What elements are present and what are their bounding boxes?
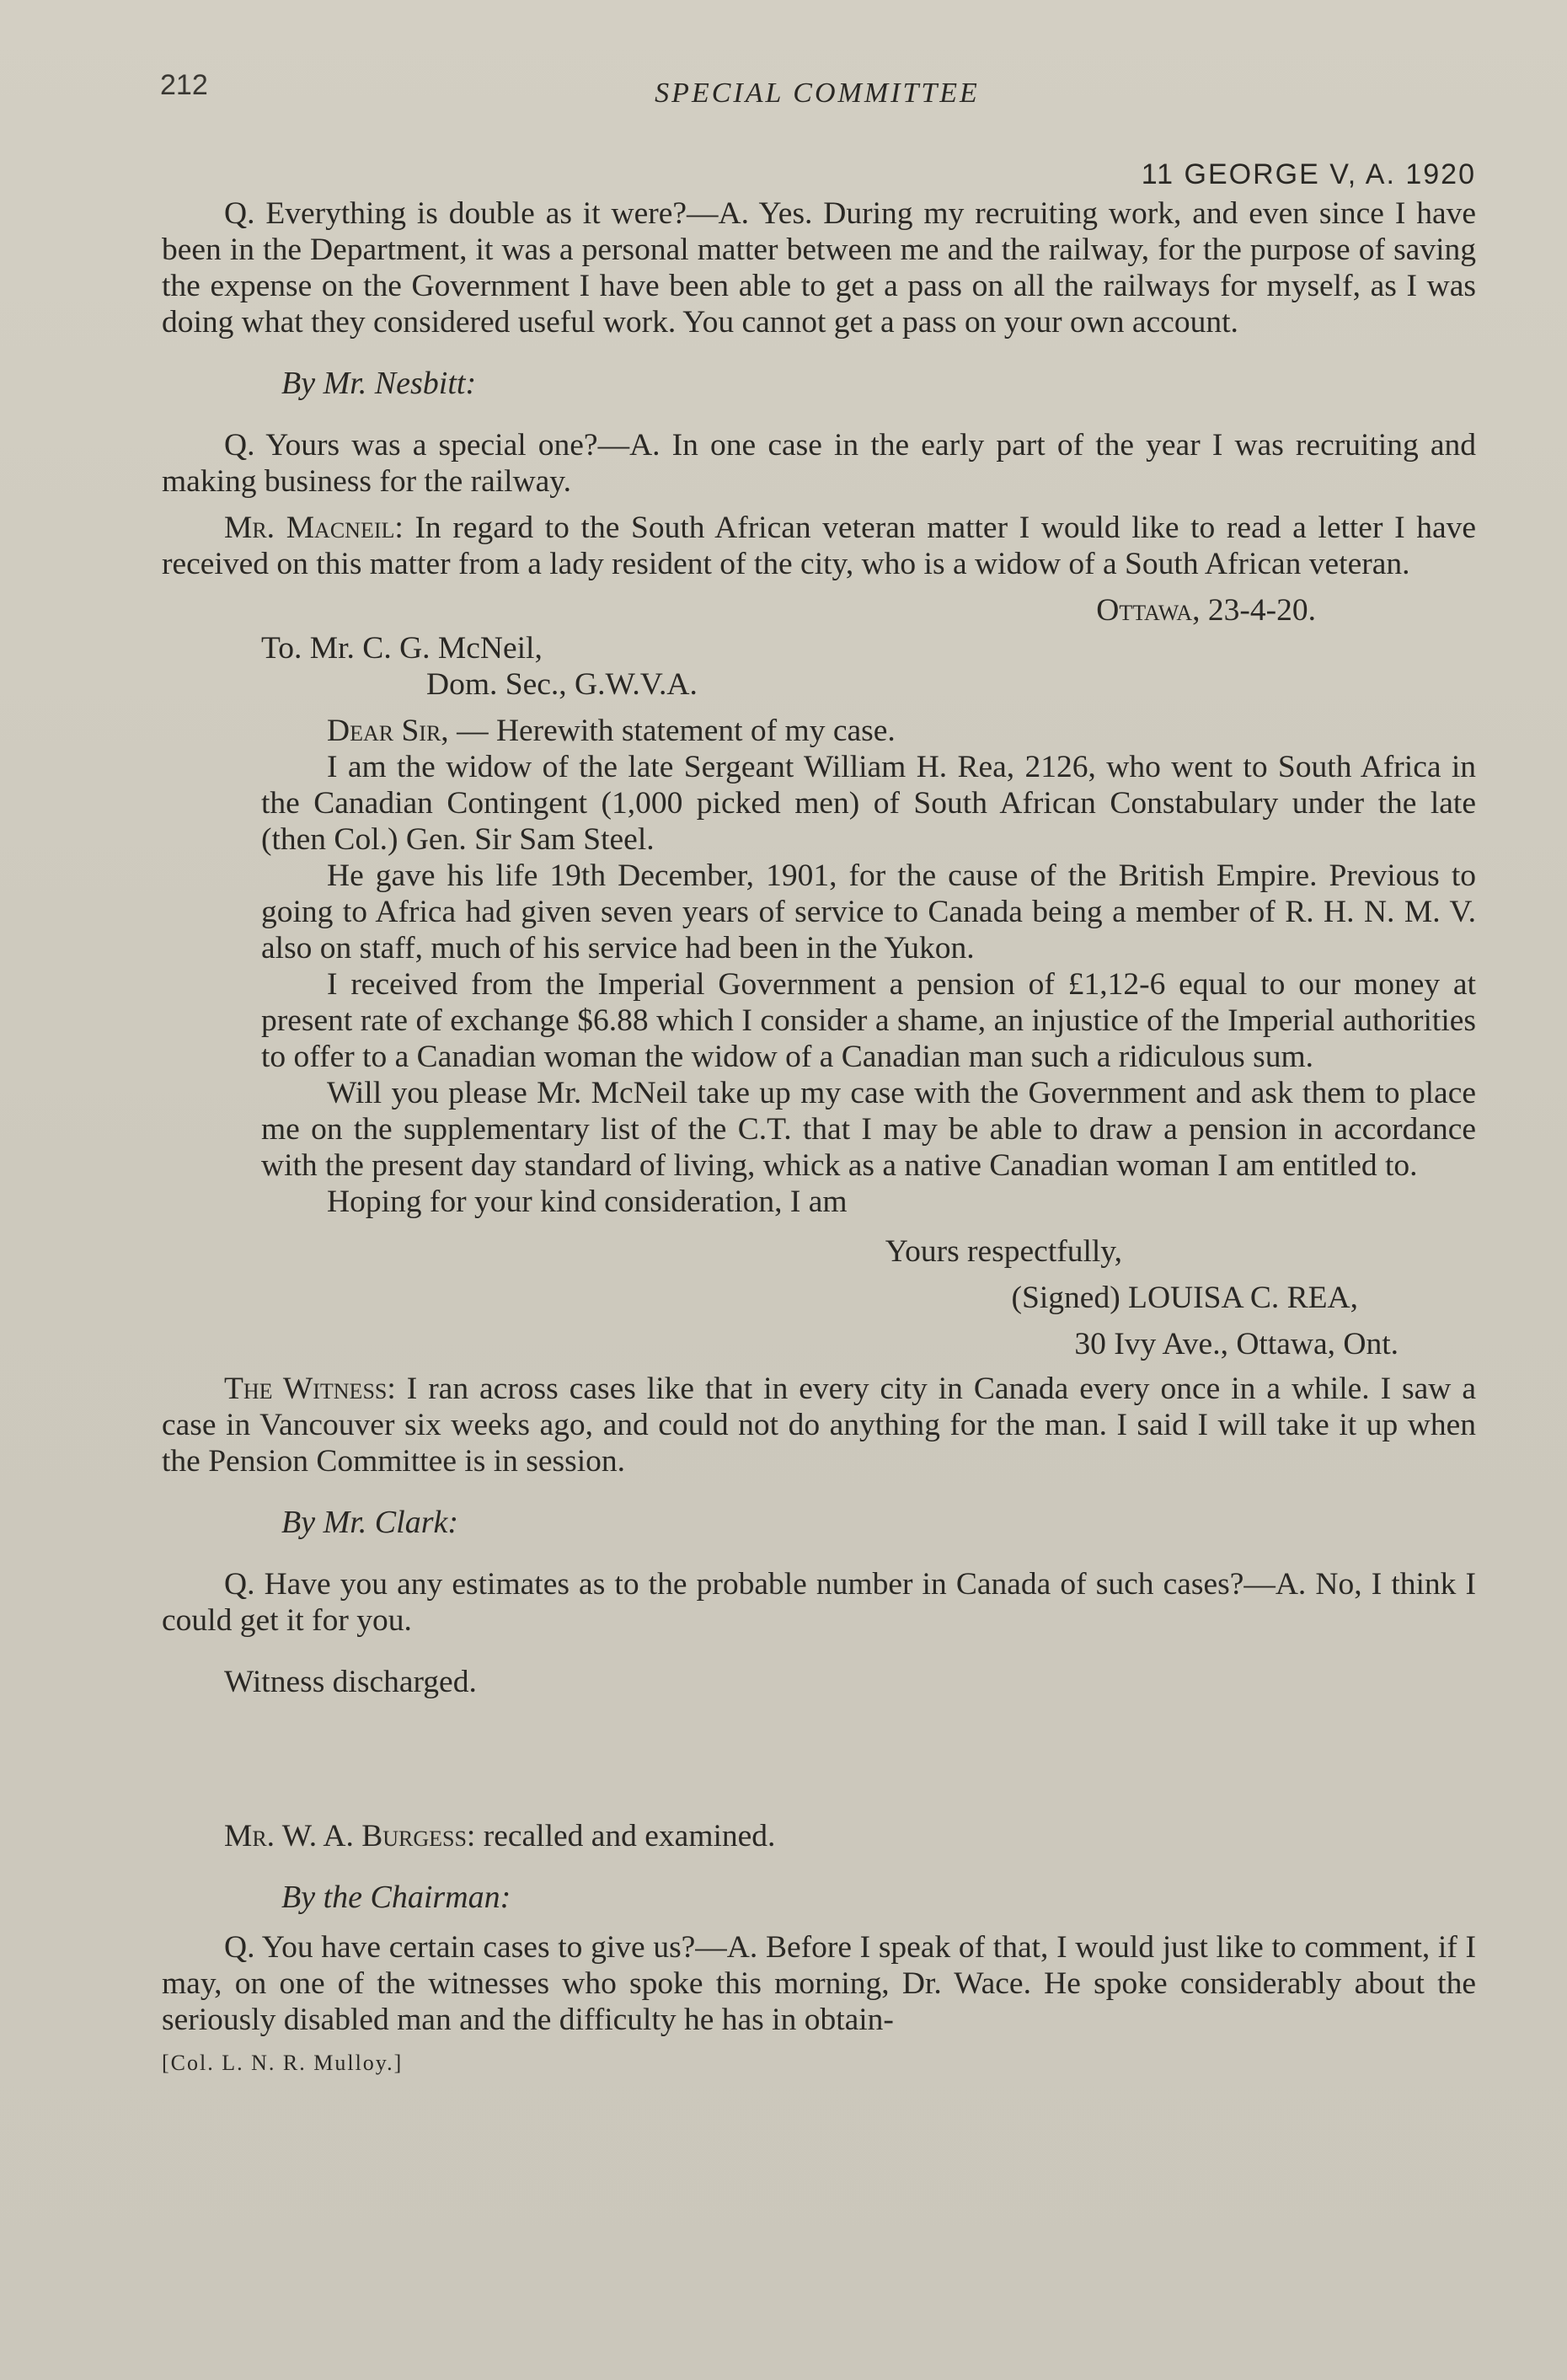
- letter-addressee-title: Dom. Sec., G.W.V.A.: [426, 667, 698, 702]
- letter-block: [261, 630, 1476, 1362]
- speaker-macneil: Mr. Macneil:: [224, 511, 404, 545]
- page-body: [162, 195, 1476, 2081]
- examiner-heading-nesbitt: By Mr. Nesbitt:: [281, 366, 477, 401]
- letter-date: [162, 592, 1316, 628]
- paragraph-clark-question: Q. Have you any estimates as to the probable number in Canada of such cases?—A. No, I think I could get it for you.: [162, 1567, 1476, 1638]
- letter-paragraph: Hoping for your kind consideration, I am: [327, 1185, 848, 1219]
- session-reference: 11 GEORGE V, A. 1920: [1141, 158, 1476, 190]
- paragraph-witness: [162, 1371, 1476, 1479]
- letter-salutation: [261, 713, 1476, 749]
- witness-burgess-name: Mr. W. A. Burgess:: [224, 1819, 476, 1853]
- letter-closing: Yours respectfully,: [885, 1234, 1122, 1269]
- letter-addressee: To. Mr. C. G. McNeil,: [261, 631, 543, 666]
- macneil-text: In regard to the South African veteran matter I would like to read a letter I have received on this matter from a lady resident of the city, who is a widow of a South African veteran.: [162, 511, 1476, 581]
- letter-paragraph: Will you please Mr. McNeil take up my case with the Government and ask them to place me on the supplementary list of the C.T. that I may be able to draw a pension in accordance with the present day standard of living, whick as a native Canadian woman I am entitled to.: [261, 1076, 1476, 1183]
- speaker-witness: The Witness:: [224, 1372, 396, 1406]
- letter-date-text: Ottawa, 23-4-20.: [1096, 593, 1316, 628]
- paragraph-special-one: Q. Yours was a special one?—A. In one case in the early part of the year I was recruiting and making business for the railway.: [162, 428, 1476, 499]
- examiner-heading-chairman: By the Chairman:: [281, 1880, 511, 1915]
- letter-signature: (Signed) LOUISA C. REA,: [1011, 1281, 1358, 1315]
- running-title: SPECIAL COMMITTEE: [655, 78, 980, 109]
- salutation-rest: — Herewith statement of my case.: [448, 714, 896, 748]
- page-header: [160, 69, 1474, 120]
- letter-address: 30 Ivy Ave., Ottawa, Ont.: [1074, 1327, 1399, 1361]
- witness-discharged: Witness discharged.: [224, 1665, 477, 1699]
- page-number: 212: [160, 69, 208, 101]
- footer-note: [Col. L. N. R. Mulloy.]: [162, 2051, 404, 2075]
- witness-recalled-text: recalled and examined.: [475, 1819, 776, 1853]
- letter-paragraph: He gave his life 19th December, 1901, for the cause of the British Empire. Previous to going to Africa had given seven years of service to Canada being a member of R. H. N. M. V. also on staff, much of his service had been in the Yukon.: [261, 858, 1476, 965]
- witness-recalled: [162, 1818, 1476, 1854]
- letter-paragraph: I am the widow of the late Sergeant William H. Rea, 2126, who went to South Africa in the Canadian Contingent (1,000 picked men) of South African Constabulary under the late (then Col.) Gen. Sir Sam Steel.: [261, 750, 1476, 857]
- salutation-text: Dear Sir,: [327, 714, 449, 748]
- paragraph-everything-double: Q. Everything is double as it were?—A. Yes. During my recruiting work, and even since I have been in the Department, it was a personal matter between me and the railway, for the purpose of saving the expense on the Government I have been able to get a pass on all the railways for myself, as I was doing what they considered useful work. You cannot get a pass on your own account.: [162, 196, 1476, 340]
- paragraph-chairman-question: Q. You have certain cases to give us?—A. Before I speak of that, I would just like to comment, if I may, on one of the witnesses who spoke this morning, Dr. Wace. He spoke considerably about the seriously disabled man and the difficulty he has in obtain-: [162, 1930, 1476, 2037]
- examiner-heading-clark: By Mr. Clark:: [281, 1505, 459, 1540]
- paragraph-macneil: [162, 510, 1476, 582]
- witness-text: I ran across cases like that in every city in Canada every once in a while. I saw a case in Vancouver six weeks ago, and could not do anything for the man. I said I will take it up when the Pension Committee is in session.: [162, 1372, 1476, 1479]
- letter-paragraph: I received from the Imperial Government a pension of £1,12-6 equal to our money at present rate of exchange $6.88 which I consider a shame, an injustice of the Imperial authorities to offer to a Canadian woman the widow of a Canadian man such a ridiculous sum.: [261, 967, 1476, 1074]
